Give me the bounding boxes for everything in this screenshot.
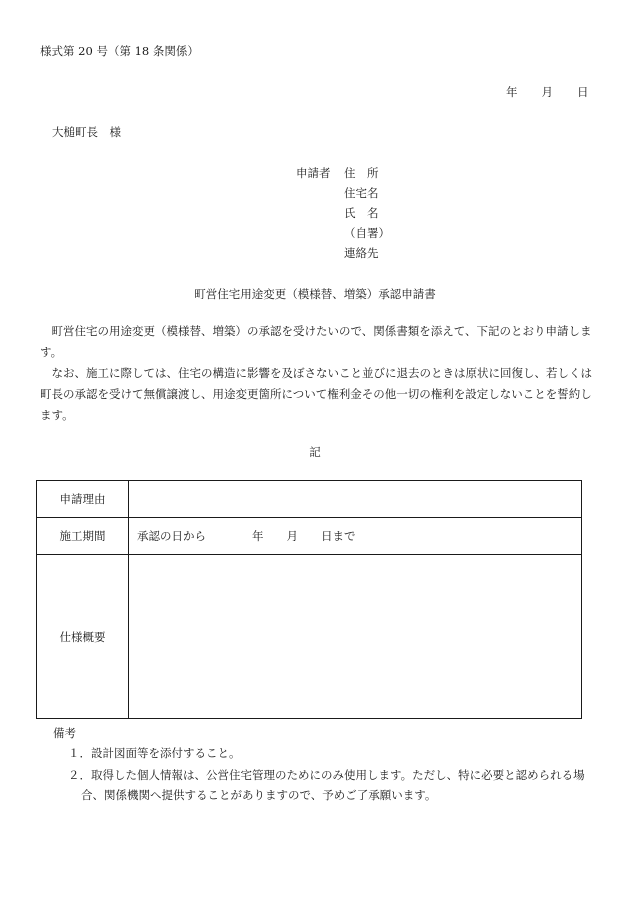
- date-line: [506, 84, 589, 100]
- table-row-reason: [37, 481, 582, 518]
- applicant-field-signature: （自署）: [344, 226, 390, 240]
- date-day: 日: [577, 85, 589, 99]
- form-number: 様式第 20 号（第 18 条関係）: [40, 44, 199, 58]
- date-year: 年: [506, 85, 518, 99]
- table-row-spec: [37, 555, 582, 719]
- applicant-heading: 申請者: [296, 166, 331, 180]
- detail-table: [36, 480, 582, 719]
- applicant-field-contact: 連絡先: [344, 246, 379, 260]
- applicant-block: [296, 163, 390, 263]
- applicant-field-name: 氏 名: [344, 206, 379, 220]
- ki-heading: 記: [309, 445, 321, 459]
- applicant-field-housing: 住宅名: [344, 186, 379, 200]
- remarks-note-2-continued: 合、関係機関へ提供することがありますので、予めご了承願います。: [81, 788, 437, 802]
- remarks-label: 備考: [53, 726, 76, 740]
- date-month: 月: [541, 85, 553, 99]
- applicant-field-address: 住 所: [344, 166, 379, 180]
- spec-label: 仕様概要: [37, 555, 129, 719]
- spec-value-cell[interactable]: [129, 555, 582, 719]
- reason-value-cell[interactable]: [129, 481, 582, 518]
- paragraph-request: 町営住宅の用途変更（模様替、増築）の承認を受けたいので、関係書類を添えて、下記のとおり申請します。: [40, 324, 592, 359]
- reason-label: 申請理由: [37, 481, 129, 518]
- remarks-note-1: １．設計図面等を添付すること。: [68, 746, 241, 760]
- remarks-note-2: ２．取得した個人情報は、公営住宅管理のためにのみ使用します。ただし、特に必要と認められる場: [68, 768, 585, 782]
- period-label: 施工期間: [37, 518, 129, 555]
- period-value-cell[interactable]: 承認の日から 年 月 日まで: [129, 518, 582, 555]
- addressee: 大槌町長 様: [52, 125, 121, 139]
- document-title: 町営住宅用途変更（模様替、増築）承認申請書: [194, 287, 436, 301]
- paragraph-pledge: なお、施工に際しては、住宅の構造に影響を及ぼさないこと並びに退去のときは原状に回復し、若しくは町長の承認を受けて無償譲渡し、用途変更箇所について権利金その他一切の権利を設定しないことを誓約します。: [40, 366, 592, 422]
- table-row-period: [37, 518, 582, 555]
